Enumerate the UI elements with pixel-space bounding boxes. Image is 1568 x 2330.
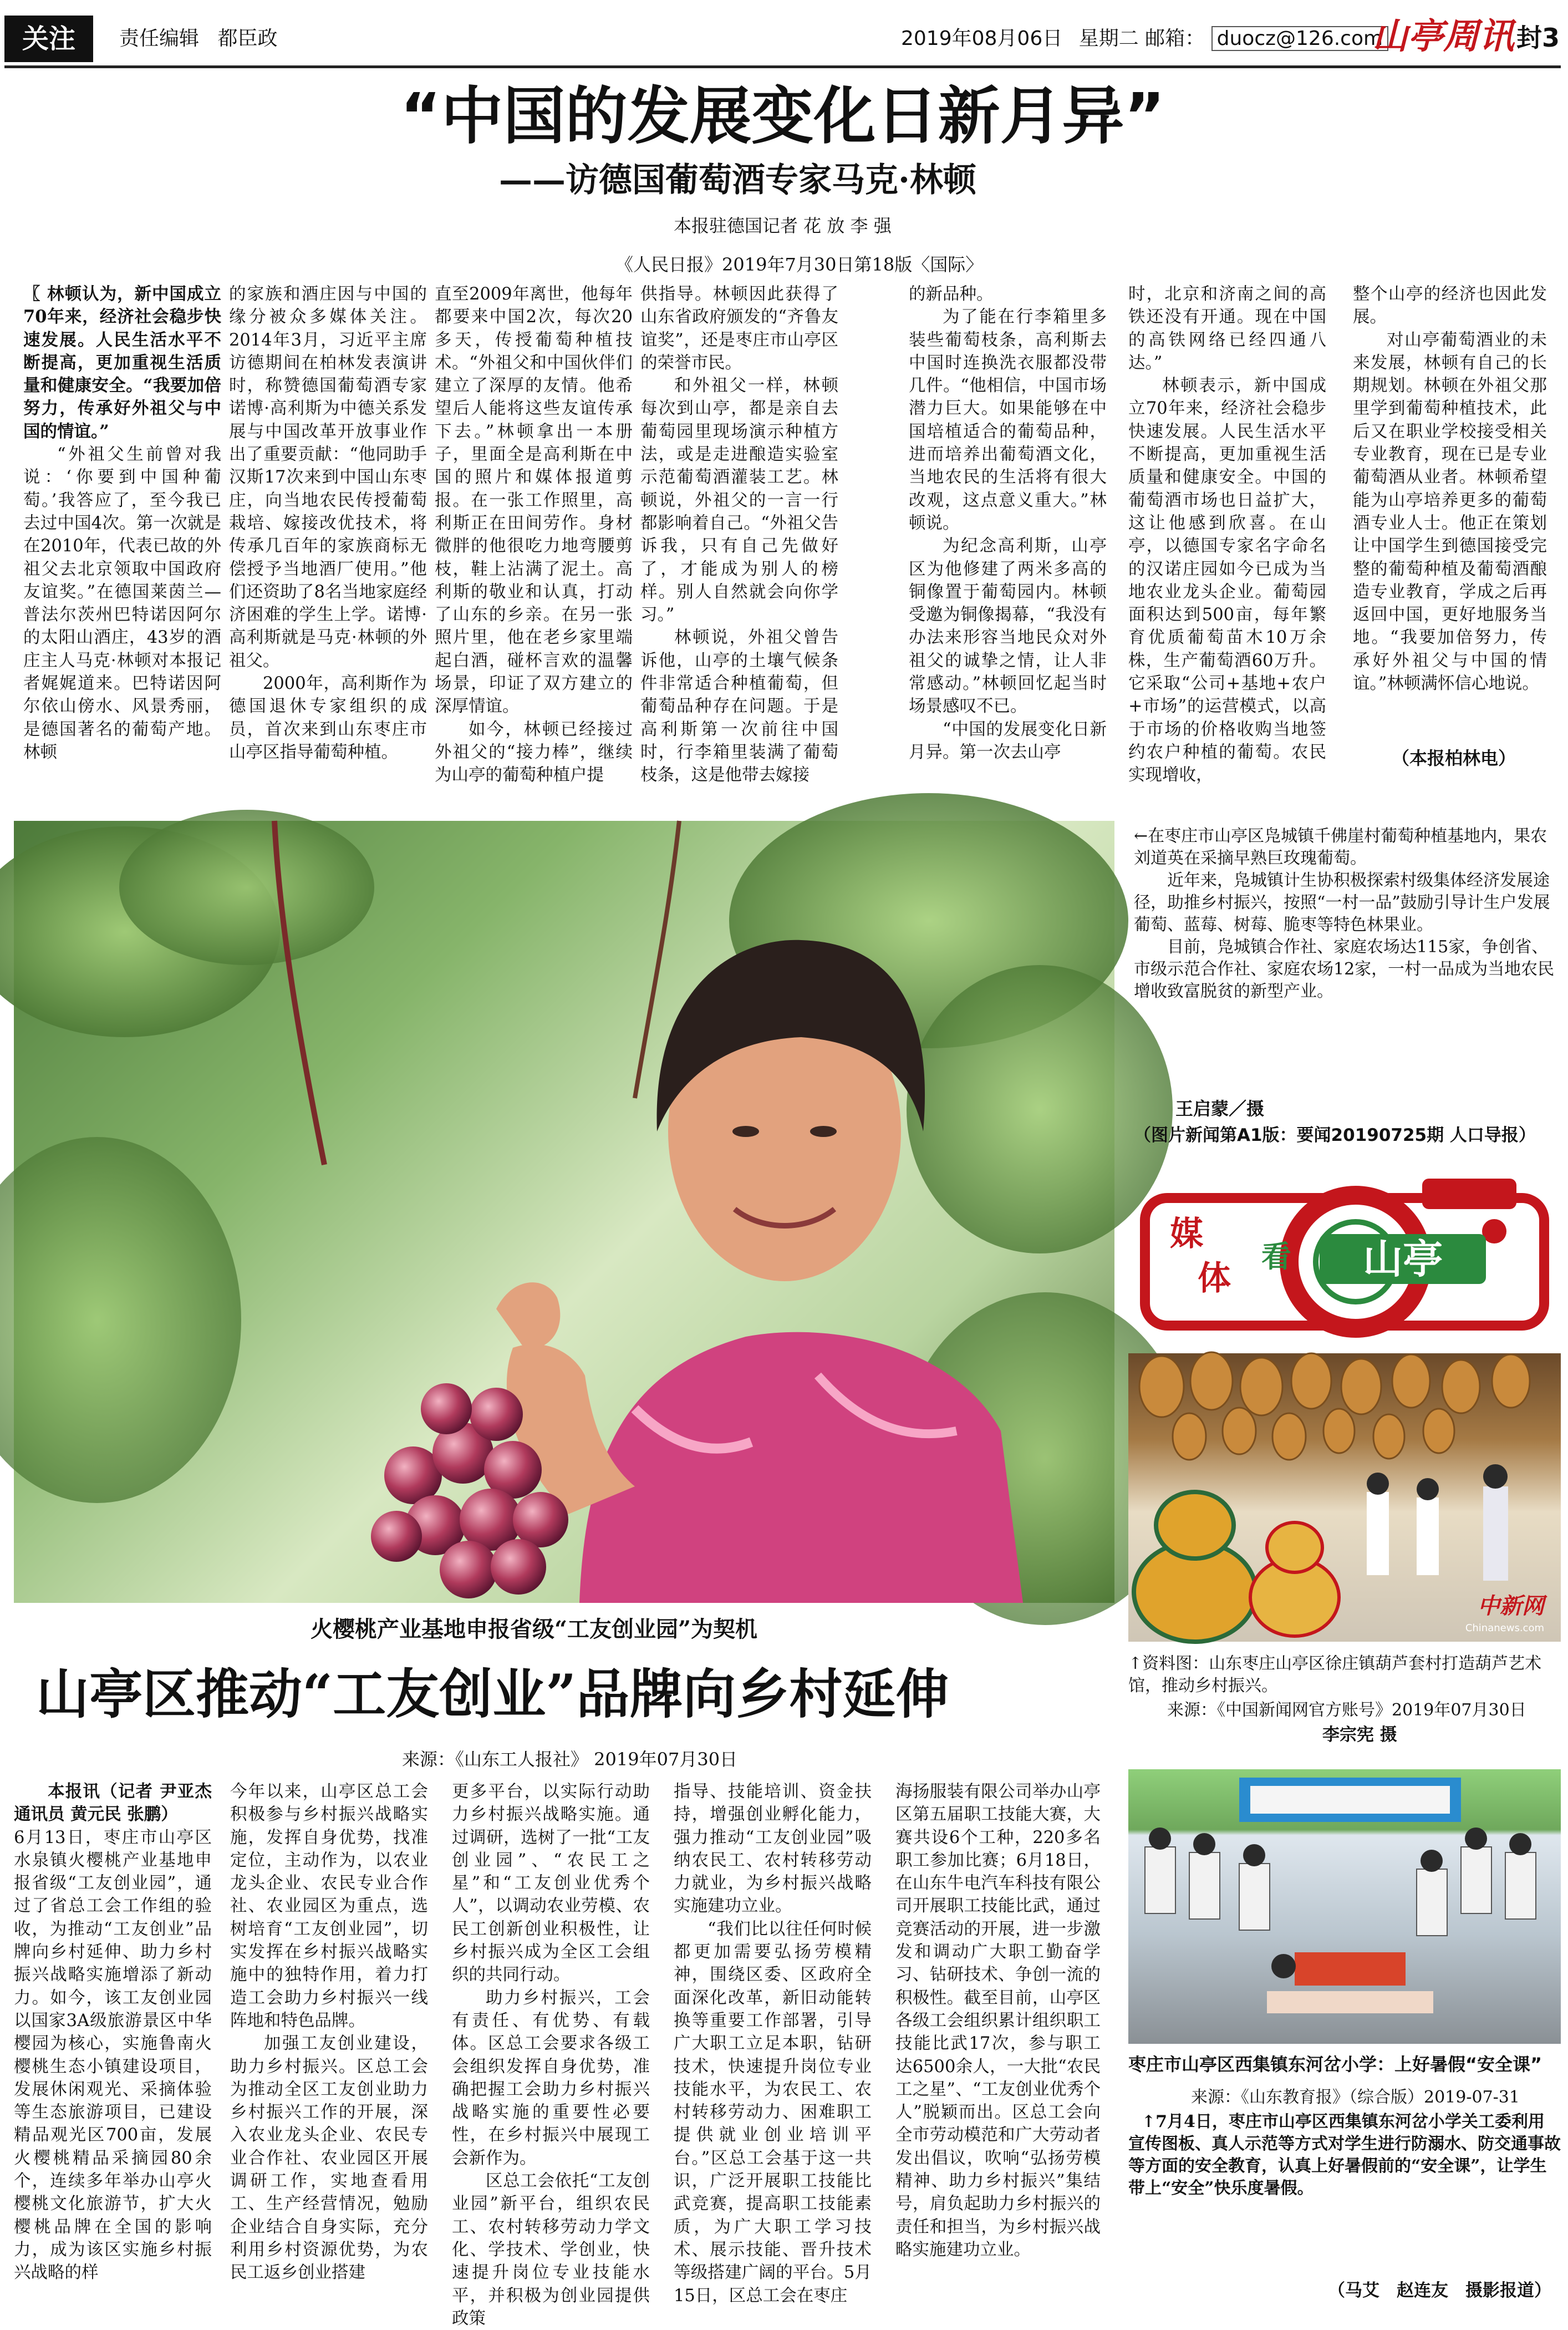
- paragraph: 海扬服装有限公司举办山亭区第五届职工技能大赛，大赛共设6个工种，220多名职工参加比赛；6月18日，在山东牛电汽车科技有限公司开展职工技能比武，通过竞赛活动的开展，进一步激发和调动广大职工勤奋学习、钻研技术、争创一流的积极性。截至目前，山亭区各级工会组织累计组织职工技能比武17次，参与职工达6500余人，一大批“农民工之星”、“工友创业优秀个人”脱颖而出。区总工会向全市劳动模范和广大劳动者发出倡议，吹响“弘扬劳模精神、助力乡村振兴”集结号，肩负起助力乡村振兴的责任和担当，为乡村振兴战略实施建功立业。: [895, 1782, 1101, 2260]
- masthead-brand: 山亭周讯: [1372, 16, 1514, 57]
- editor-label: 责任编辑: [119, 27, 200, 50]
- editor-name: 都臣政: [217, 27, 278, 50]
- grape-picker-photo: [14, 821, 1114, 1603]
- paragraph: 今年以来，山亭区总工会积极参与乡村振兴战略实施，发挥自身优势，找准定位，主动作为，以农业龙头企业、农民专业合作社、农业园区为重点，选树培育“工友创业园”，切实发挥在乡村振兴战略实施中的独特作用，着力打造工会助力乡村振兴一线阵地和特色品牌。: [230, 1782, 428, 2030]
- school-photo-illustration: [1128, 1769, 1561, 2044]
- bottom-source: 来源：《山东工人报社》 2019年07月30日: [402, 1749, 738, 1770]
- media-logo-char1: 媒: [1170, 1215, 1203, 1253]
- paragraph: 林顿说，外祖父曾告诉他，山亭的土壤气候条件非常适合种植葡萄，但葡萄品种存在问题。于是高利斯第一次前往中国时，行李箱里装满了葡萄枝条，这是他带去嫁接: [640, 628, 838, 785]
- paragraph: 直至2009年离世，他每年都要来中国2次，每次20多天，传授葡萄种植技术。“外祖父和中国伙伴们建立了深厚的友情。他希望后人能将这些友谊传承下去。”林顿拿出一本册子，里面全是高利斯在中国的照片和媒体报道剪报。在一张工作照里，高利斯正在田间劳作。身材微胖的他很吃力地弯腰剪枝，鞋上沾满了泥土。高利斯的敬业和认真，打动了山东的乡亲。在另一张照片里，他在老乡家里端起白酒，碰杯言欢的温馨场景，印证了双方建立的深厚情谊。: [435, 285, 633, 717]
- header-editor: [119, 23, 277, 54]
- paragraph: 更多平台，以实际行动助力乡村振兴战略实施。通过调研，选树了一批“工友创业园”、“农民工之星”和“工友创业优秀个人”，以调动农业劳模、农民工创新创业积极性，让乡村振兴成为全区工会组织的共同行动。: [452, 1782, 650, 1985]
- header-weekday: 星期二: [1078, 27, 1139, 50]
- bottom-kicker: 火樱桃产业基地申报省级“工友创业园”为契机: [310, 1616, 758, 1642]
- paragraph: 的新品种。: [909, 285, 994, 304]
- bottom-col-4-text: [674, 1780, 872, 2307]
- media-logo-name: 山亭: [1320, 1234, 1486, 1284]
- header-date-line: [901, 23, 1388, 54]
- top-col-6: [1128, 283, 1326, 826]
- paragraph: 加强工友创业建设，助力乡村振兴。区总工会为推动全区工友创业助力乡村振兴工作的开展，深入农业龙头企业、农民专业合作社、农业园区开展调研工作，实地查看用工、生产经营情况，勉励企业结合自身实际，充分利用乡村资源优势，为农民工返乡创业搭建: [230, 2034, 428, 2283]
- top-col-3: [435, 283, 633, 826]
- paragraph: 时，北京和济南之间的高铁还没有开通。现在中国的高铁网络已经四通八达。”: [1128, 285, 1326, 373]
- paragraph: 林顿表示，新中国成立70年来，经济社会稳步快速发展。人民生活水平不断提高，更加重视生活质量和健康安全。中国的葡萄酒市场也日益扩大，这让他感到欣喜。在山亭，以德国专家名字命名的汉诺庄园如今已成为当地农业龙头企业。葡萄园面积达到500亩，每年繁育优质葡萄苗木10万余株，生产葡萄酒60万升。它采取“公司+基地+农户+市场”的运营模式，以高于市场的价格收购当地签约农户种植的葡萄。农民实现增收，: [1128, 376, 1326, 785]
- bottom-col-2: [230, 1780, 428, 2307]
- gourd-caption: ↑资料图：山东枣庄山亭区徐庄镇葫芦套村打造葫芦艺术馆，推动乡村振兴。: [1128, 1654, 1542, 1696]
- top-col-5-text: [909, 283, 1107, 764]
- top-col-6-text: [1128, 283, 1326, 787]
- paragraph: 为纪念高利斯，山亭区为他修建了两米多高的铜像置于葡萄园内。林顿受邀为铜像揭幕，“我没有办法来形容当地民众对外祖父的诚挚之情，让人非常感动。”林顿回忆起当时场景感叹不已。: [909, 536, 1107, 717]
- header-email-label: 邮箱：: [1145, 27, 1205, 50]
- header-rule: [4, 65, 1561, 68]
- bottom-col-2-text: [230, 1780, 428, 2285]
- header-date: 2019年08月06日: [901, 27, 1063, 50]
- top-col-7-text: [1353, 283, 1547, 695]
- top-article-subtitle: ——访德国葡萄酒专家马克·林顿: [499, 161, 976, 200]
- paragraph: 和外祖父一样，林顿每次到山亭，都是亲自去葡萄园里现场演示种植方法，或是走进酿造实验室示范葡萄酒灌装工艺。林顿说，外祖父的一言一行都影响着自己。“外祖父告诉我，只有自己先做好了，才能成为别人的榜样。别人自然就会向你学习。”: [640, 376, 838, 625]
- grape-source: （图片新闻第A1版：要闻20190725期 人口导报）: [1134, 1125, 1536, 1145]
- paragraph: 如今，林顿已经接过外祖父的“接力棒”，继续为山亭的葡萄种植户提: [435, 719, 633, 785]
- paragraph: 区总工会依托“工友创业园”新平台，组织农民工、农村转移劳动力学文化、学技术、学创业，快速提升岗位专业技能水平，并积极为创业园提供政策: [452, 2171, 650, 2328]
- paragraph: 的家族和酒庄因与中国的缘分被众多媒体关注。2014年3月，习近平主席访德期间在柏林发表演讲时，称赞德国葡萄酒专家诺博·高利斯为中德关系发展与中国改革开放事业作出了重要贡献：“他同助手汉斯17次来到中国山东枣庄，向当地农民传授葡萄栽培、嫁接改优技术，将传承几百年的家族商标无偿授予当地酒厂使用。”他们还资助了8名当地家庭经济困难的学生上学。诺博·高利斯就是马克·林顿的外祖父。: [229, 285, 427, 671]
- top-col-5: [909, 283, 1107, 826]
- top-col-2: [229, 283, 427, 826]
- gourd-display: [1134, 1492, 1339, 1642]
- top-article-byline: 本报驻德国记者 花 放 李 强: [674, 215, 892, 236]
- top-article-title: “中国的发展变化日新月异”: [400, 80, 1165, 153]
- paragraph: “我们比以往任何时候都更加需要弘扬劳模精神，围绕区委、区政府全面深化改革，新旧动能转换等重要工作部署，引导广大职工立足本职，钻研技术，快速提升岗位专业技能水平，为农民工、农村转移劳动力、困难职工提供就业创业培训平台。”区总工会基于这一共识，广泛开展职工技能比武竞赛，提高职工技能素质，为广大职工学习技术、展示技能、晋升技术等级搭建广阔的平台。5月15日，区总工会在枣庄: [674, 1919, 872, 2306]
- media-logo-char2: 体: [1198, 1259, 1231, 1298]
- paragraph: 供指导。林顿因此获得了山东省政府颁发的“齐鲁友谊奖”，还是枣庄市山亭区的荣誉市民。: [640, 285, 838, 373]
- gourd-watermark: 中新网: [1478, 1593, 1544, 1619]
- gourd-watermark-sub: Chinanews.com: [1465, 1622, 1544, 1634]
- top-article-source: 《人民日报》2019年7月30日第18版〈国际〉: [615, 254, 984, 275]
- header-email[interactable]: duocz@126.com: [1211, 26, 1388, 51]
- top-article-signoff: （本报柏林电）: [1392, 748, 1516, 769]
- bottom-col-3: [452, 1780, 650, 2328]
- bottom-col-5: [895, 1780, 1101, 2307]
- top-col-7: [1353, 283, 1547, 738]
- media-logo-char3: 看: [1261, 1238, 1291, 1274]
- bottom-col-3-text: [452, 1780, 650, 2330]
- school-safety-photo: [1128, 1769, 1561, 2044]
- grape-photographer: 王启蒙／摄: [1175, 1098, 1265, 1119]
- school-photographer: （马艾 赵连友 摄影报道）: [1328, 2281, 1551, 2301]
- bottom-col-1-text: 6月13日，枣庄市山亭区水泉镇火樱桃产业基地申报省级“工友创业园”，通过了省总工会工作组的验收，为推动“工友创业”品牌向乡村延伸、助力乡村振兴战略实施增添了新动力。如今，该工友创业园以国家3A级旅游景区中华樱园为核心，实施鲁南火樱桃生态小镇建设项目，发展休闲观光、采摘体验等生态旅游项目，已建设精品观光区700亩，发展火樱桃精品采摘园80余个，连续多年举办山亭火樱桃文化旅游节，扩大火樱桃品牌在全国的影响力，成为该区实施乡村振兴战略的样: [14, 1828, 212, 2283]
- top-col-1-text: “外祖父生前曾对我说：‘你要到中国种葡萄。’我答应了，至今我已去过中国4次。第一次就是在2010年，代表已故的外祖父去北京领取中国政府友谊奖。”在德国莱茵兰—普法尔茨州巴特诺因阿尔的太阳山酒庄，43岁的酒庄主人马克·林顿对本报记者娓娓道来。巴特诺因阿尔依山傍水、风景秀丽，是德国著名的葡萄产地。林顿: [23, 445, 221, 762]
- paragraph: 助力乡村振兴，工会有责任、有优势、有载体。区总工会要求各级工会组织发挥自身优势，准确把握工会助力乡村振兴战略实施的重要性必要性，在乡村振兴中展现工会新作为。: [452, 1988, 650, 2168]
- bottom-col-1: [14, 1780, 212, 2307]
- top-col-4: [640, 283, 838, 826]
- top-col-1: [23, 283, 221, 826]
- bottom-col-4: [674, 1780, 872, 2307]
- section-tag-label: 关注: [22, 23, 75, 54]
- paragraph: 对山亭葡萄酒业的未来发展，林顿有自己的长期规划。林顿在外祖父那里学到葡萄种植技术，此后又在职业学校接受相关专业教育，现在已是专业葡萄酒从业者。林顿希望能为山亭培养更多的葡萄酒专业人士。他正在策划让中国学生到德国接受完整的葡萄种植及葡萄酒酿造专业教育，学成之后再返回中国，更好地服务当地。“我要加倍努力，传承好外祖父与中国的情谊。”林顿满怀信心地说。: [1353, 330, 1547, 694]
- grape-caption-p2: 近年来，凫城镇计生协积极探索村级集体经济发展途径，助推乡村振兴，按照“一村一品”鼓励引导计生户发展葡萄、蓝莓、树莓、脆枣等特色林果业。: [1134, 871, 1550, 935]
- media-logo: [1134, 1165, 1555, 1342]
- paragraph: “中国的发展变化日新月异。第一次去山亭: [909, 719, 1107, 762]
- paragraph: 指导、技能培训、资金扶持，增强创业孵化能力，强力推动“工友创业园”吸纳农民工、农村转移劳动力就业，为乡村振兴战略实施建功立业。: [674, 1782, 872, 1916]
- school-caption: ↑7月4日，枣庄市山亭区西集镇东河岔小学关工委利用宣传图板、真人示范等方式对学生进行防溺水、防交通事故等方面的安全教育，认真上好暑假前的“安全课”，让学生带上“安全”快乐度暑假。: [1128, 2112, 1561, 2198]
- paragraph: 为了能在行李箱里多装些葡萄枝条，高利斯去中国时连换洗衣服都没带几件。“他相信，中国市场潜力巨大。如果能够在中国培植适合的葡萄品种，进而培养出葡萄酒文化，当地农民的生活将有很大改观，这点意义重大。”林顿说。: [909, 307, 1107, 533]
- bottom-title: 山亭区推动“工友创业”品牌向乡村延伸: [36, 1663, 949, 1725]
- grape-caption-p1: ←在枣庄市山亭区凫城镇千佛崖村葡萄种植基地内，果农刘道英在采摘早熟巨玫瑰葡萄。: [1134, 826, 1547, 868]
- gourd-photographer: 李宗宪 摄: [1322, 1725, 1397, 1745]
- section-tag: [4, 16, 93, 62]
- paragraph: 2000年，高利斯作为德国退休专家组织的成员，首次来到山东枣庄市山亭区指导葡萄种植。: [229, 674, 427, 762]
- school-title: 枣庄市山亭区西集镇东河岔小学：上好暑假“安全课”: [1128, 2054, 1542, 2075]
- top-col-2-text: [229, 283, 427, 764]
- grape-caption: [1134, 825, 1555, 1003]
- gourd-source: 来源：《中国新闻网官方账号》2019年07月30日: [1167, 1700, 1526, 1720]
- bottom-col-5-text: [895, 1780, 1101, 2261]
- paragraph: 整个山亭的经济也因此发展。: [1353, 285, 1547, 327]
- top-lead-text: 林顿认为，新中国成立70年来，经济社会稳步快速发展。人民生活水平不断提高，更加重视生活质量和健康安全。“我要加倍努力，传承好外祖父与中国的情谊。”: [23, 284, 222, 441]
- grape-caption-p3: 目前，凫城镇合作社、家庭农场达115家，争创省、市级示范合作社、家庭农场12家，一村一品成为当地农民增收致富脱贫的新型产业。: [1134, 937, 1555, 1001]
- page-number: 封3: [1516, 23, 1560, 53]
- school-source: 来源：《山东教育报》（综合版）2019-07-31: [1191, 2088, 1520, 2107]
- gourd-museum-photo: [1128, 1353, 1561, 1642]
- bottom-byline: 本报讯（记者 尹亚杰 通讯员 黄元民 张鹏）: [14, 1781, 212, 1825]
- top-col-3-text: [435, 283, 633, 787]
- top-lead: 〖 林顿认为，新中国成立70年来，经济社会稳步快速发展。人民生活水平不断提高，更加重视生活质量和健康安全。“我要加倍努力，传承好外祖父与中国的情谊。”: [23, 284, 222, 441]
- grape-photo-illustration: [14, 821, 1114, 1603]
- top-col-4-text: [640, 283, 838, 787]
